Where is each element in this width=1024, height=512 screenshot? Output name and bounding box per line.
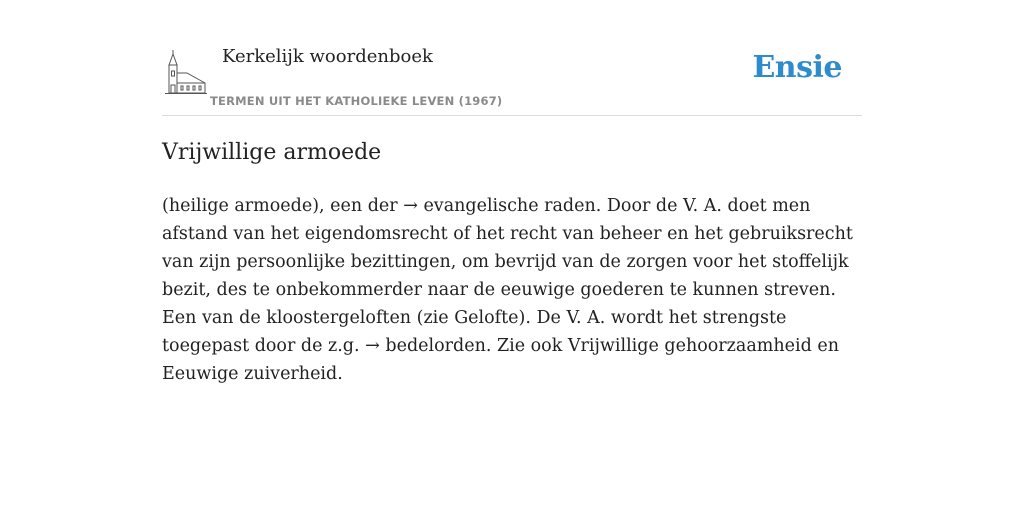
book-subtitle: TERMEN UIT HET KATHOLIEKE LEVEN (1967) <box>210 94 503 108</box>
church-icon[interactable] <box>165 49 207 95</box>
entry-body <box>162 192 862 388</box>
header <box>162 0 862 116</box>
arrow-right-icon: → <box>403 196 418 216</box>
page <box>162 0 862 384</box>
body-text: . Zie ook Vrijwillige gehoorzaamheid en Eeuwige zuiverheid. <box>162 336 839 384</box>
entry-title: Vrijwillige armoede <box>162 140 382 165</box>
body-text: . Door de V. A. doet men afstand van het eigendomsrecht of het recht van beheer en het gebruiksrecht van zijn persoonlijke bezittingen, om bevrijd van de zorgen voor het stoffelijk bezit, des te onbekommerder naar de eeuwige goederen te kunnen streven. Een van de kloostergeloften (zie Gelofte). De V. A. wordt het strengste toegepast door de z.g. <box>162 196 853 356</box>
arrow-right-icon: → <box>365 336 380 356</box>
body-text: (heilige armoede), een der <box>162 196 404 216</box>
book-title[interactable]: Kerkelijk woordenboek <box>222 46 433 67</box>
link-bedelorden[interactable]: bedelorden <box>385 336 486 356</box>
link-evangelische-raden[interactable]: evangelische raden <box>423 196 596 216</box>
brand-logo[interactable]: Ensie <box>752 50 842 85</box>
